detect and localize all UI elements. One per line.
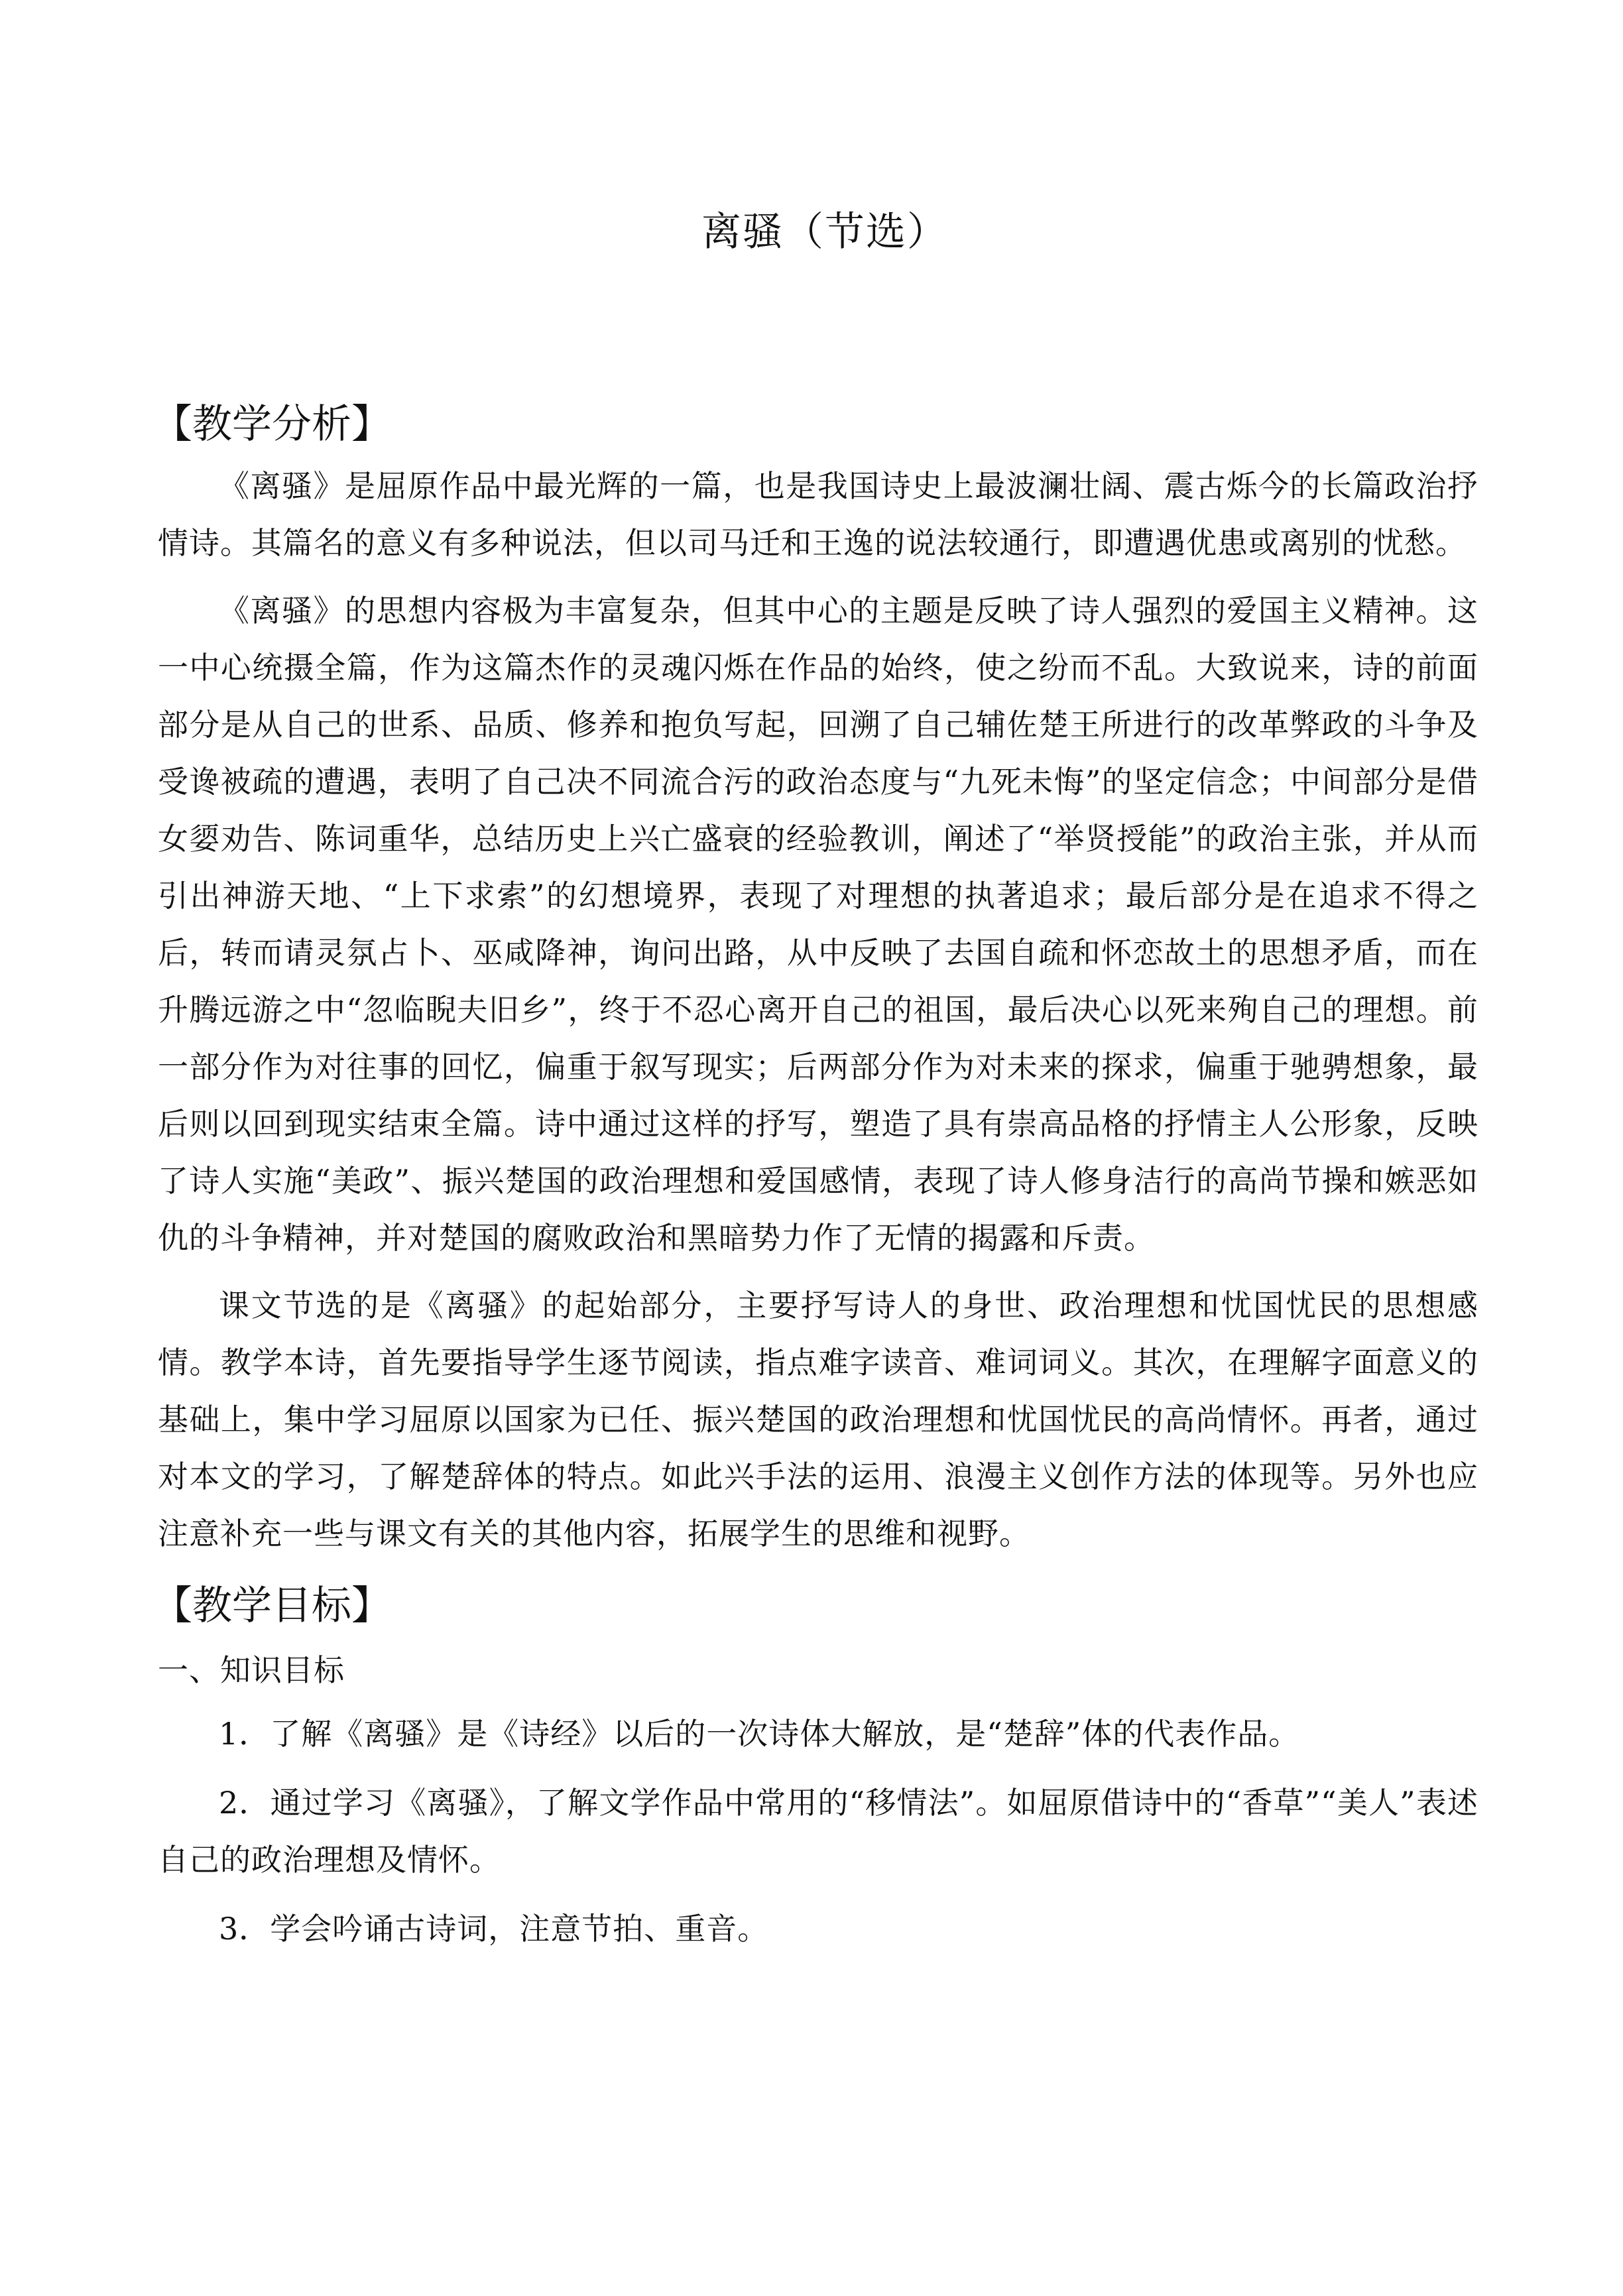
goal-item-1: 1．了解《离骚》是《诗经》以后的一次诗体大解放，是“楚辞”体的代表作品。	[219, 1716, 1300, 1752]
goal-item-2: 2．通过学习《离骚》，了解文学作品中常用的“移情法”。如屈原借诗中的“香草”“美人”表述自己的政治理想及情怀。	[158, 1785, 1478, 1878]
analysis-paragraph-2: 《离骚》的思想内容极为丰富复杂，但其中心的主题是反映了诗人强烈的爱国主义精神。这一中心统摄全篇，作为这篇杰作的灵魂闪烁在作品的始终，使之纷而不乱。大致说来，诗的前面部分是从自己的世系、品质、修养和抱负写起，回溯了自己辅佐楚王所进行的改革弊政的斗争及受谗被疏的遭遇，表明了自己决不同流合污的政治态度与“九死未悔”的坚定信念；中间部分是借女媭劝告、陈词重华，总结历史上兴亡盛衰的经验教训，阐述了“举贤授能”的政治主张，并从而引出神游天地、“上下求索”的幻想境界，表现了对理想的执著追求；最后部分是在追求不得之后，转而请灵氛占卜、巫咸降神，询问出路，从中反映了去国自疏和怀恋故土的思想矛盾，而在升腾远游之中“忽临睨夫旧乡”，终于不忍心离开自己的祖国，最后决心以死来殉自己的理想。前一部分作为对往事的回忆，偏重于叙写现实；后两部分作为对未来的探求，偏重于驰骋想象，最后则以回到现实结束全篇。诗中通过这样的抒写，塑造了具有崇高品格的抒情主人公形象，反映了诗人实施“美政”、振兴楚国的政治理想和爱国感情，表现了诗人修身洁行的高尚节操和嫉恶如仇的斗争精神，并对楚国的腐败政治和黑暗势力作了无情的揭露和斥责。	[158, 593, 1478, 1256]
section-heading-goals: 【教学目标】	[152, 1583, 391, 1629]
knowledge-goals-subheading: 一、知识目标	[158, 1652, 345, 1688]
goal-item-3: 3．学会吟诵古诗词，注意节拍、重音。	[219, 1911, 769, 1947]
section-heading-analysis: 【教学分析】	[152, 401, 391, 448]
analysis-paragraph-3: 课文节选的是《离骚》的起始部分，主要抒写诗人的身世、政治理想和忧国忧民的思想感情。教学本诗，首先要指导学生逐节阅读，指点难字读音、难词词义。其次，在理解字面意义的基础上，集中学习屈原以国家为已任、振兴楚国的政治理想和忧国忧民的高尚情怀。再者，通过对本文的学习，了解楚辞体的特点。如此兴手法的运用、浪漫主义创作方法的体现等。另外也应注意补充一些与课文有关的其他内容，拓展学生的思维和视野。	[158, 1288, 1478, 1551]
document-title: 离骚（节选）	[701, 209, 948, 255]
analysis-paragraph-1: 《离骚》是屈原作品中最光辉的一篇，也是我国诗史上最波澜壮阔、震古烁今的长篇政治抒情诗。其篇名的意义有多种说法，但以司马迁和王逸的说法较通行，即遭遇优患或离别的忧愁。	[158, 468, 1478, 561]
